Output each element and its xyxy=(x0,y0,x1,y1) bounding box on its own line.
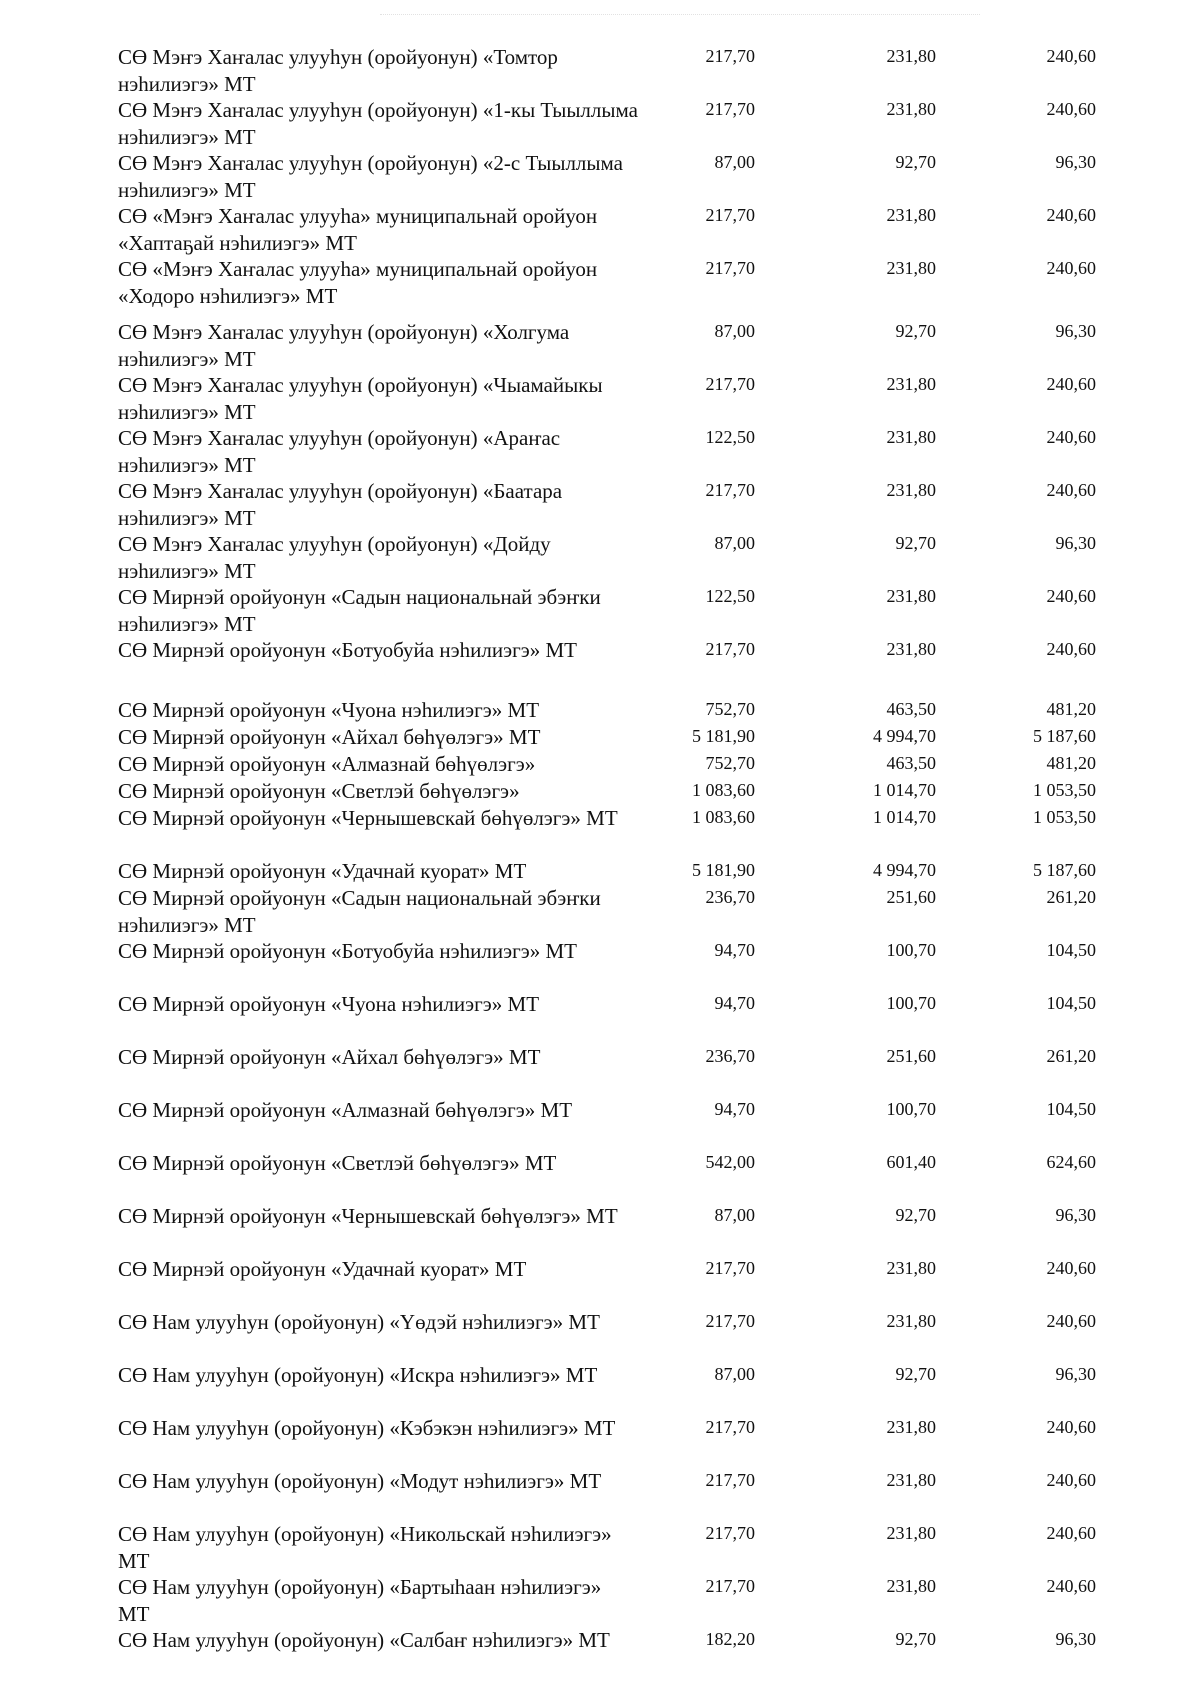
table-row xyxy=(0,1415,1200,1468)
row-value-3: 261,20 xyxy=(1046,1046,1096,1066)
row-name: СӨ Мэҥэ Хаҥалас улууһун (оройуонун) «2-с Тыыллыма нэһилиэгэ» МТ xyxy=(118,151,623,202)
row-value-3: 240,60 xyxy=(1046,205,1096,225)
row-name: СӨ «Мэҥэ Хаҥалас улууһа» муниципальнай оройуон «Хаптаҕай нэһилиэгэ» МТ xyxy=(118,204,598,255)
row-name: СӨ Мирнэй оройуонун «Светлэй бөһүөлэгэ» xyxy=(118,779,520,803)
row-value-2: 1 014,70 xyxy=(873,807,936,827)
row-value-3: 96,30 xyxy=(1055,152,1096,172)
table-row xyxy=(0,1097,1200,1150)
table-row xyxy=(0,858,1200,885)
row-name: СӨ Мирнэй оройуонун «Садын национальнай эбэҥки нэһилиэгэ» МТ xyxy=(118,886,601,937)
row-value-3: 240,60 xyxy=(1046,99,1096,119)
row-value-1: 217,70 xyxy=(705,205,755,225)
table-row xyxy=(0,44,1200,97)
row-value-2: 4 994,70 xyxy=(873,860,936,880)
table-row xyxy=(0,478,1200,531)
row-name: СӨ Мэҥэ Хаҥалас улууһун (оройуонун) «Баатара нэһилиэгэ» МТ xyxy=(118,479,563,530)
row-value-3: 240,60 xyxy=(1046,258,1096,278)
row-value-3: 96,30 xyxy=(1055,1205,1096,1225)
table-row xyxy=(0,637,1200,697)
row-name: СӨ Мэҥэ Хаҥалас улууһун (оройуонун) «1-кы Тыыллыма нэһилиэгэ» МТ xyxy=(118,98,638,149)
row-value-1: 217,70 xyxy=(705,1470,755,1490)
row-name: СӨ Мирнэй оройуонун «Айхал бөһүөлэгэ» МТ xyxy=(118,725,541,749)
row-name: СӨ Мирнэй оройуонун «Удачнай куорат» МТ xyxy=(118,859,527,883)
row-value-3: 96,30 xyxy=(1055,321,1096,341)
row-value-2: 251,60 xyxy=(886,887,936,907)
row-value-3: 624,60 xyxy=(1046,1152,1096,1172)
row-value-1: 5 181,90 xyxy=(692,860,755,880)
row-value-3: 261,20 xyxy=(1046,887,1096,907)
row-name: СӨ Нам улууһун (оройуонун) «Модут нэһилиэгэ» МТ xyxy=(118,1469,602,1493)
row-value-1: 182,20 xyxy=(705,1629,755,1649)
row-value-1: 217,70 xyxy=(705,1311,755,1331)
table-row xyxy=(0,584,1200,637)
table-row xyxy=(0,805,1200,858)
row-name: СӨ «Мэҥэ Хаҥалас улууһа» муниципальнай оройуон «Ходоро нэһилиэгэ» МТ xyxy=(118,257,598,308)
row-value-2: 231,80 xyxy=(886,1311,936,1331)
row-value-2: 231,80 xyxy=(886,374,936,394)
table-row xyxy=(0,778,1200,805)
row-value-1: 217,70 xyxy=(705,374,755,394)
row-name: СӨ Мэҥэ Хаҥалас улууһун (оройуонун) «Холгума нэһилиэгэ» МТ xyxy=(118,320,570,371)
row-value-2: 231,80 xyxy=(886,258,936,278)
row-value-3: 96,30 xyxy=(1055,1629,1096,1649)
row-value-3: 96,30 xyxy=(1055,1364,1096,1384)
row-value-1: 217,70 xyxy=(705,1258,755,1278)
row-name: СӨ Мирнэй оройуонун «Светлэй бөһүөлэгэ» МТ xyxy=(118,1151,557,1175)
row-value-2: 231,80 xyxy=(886,1523,936,1543)
table-body xyxy=(0,44,1200,1680)
row-value-2: 92,70 xyxy=(895,533,936,553)
table-row xyxy=(0,256,1200,319)
row-value-3: 5 187,60 xyxy=(1033,726,1096,746)
row-value-1: 122,50 xyxy=(705,586,755,606)
row-value-3: 240,60 xyxy=(1046,1523,1096,1543)
row-value-1: 217,70 xyxy=(705,1576,755,1596)
row-value-1: 752,70 xyxy=(705,753,755,773)
row-value-1: 94,70 xyxy=(714,1099,755,1119)
row-value-2: 231,80 xyxy=(886,205,936,225)
row-value-1: 217,70 xyxy=(705,1417,755,1437)
table-row xyxy=(0,885,1200,938)
row-value-1: 752,70 xyxy=(705,699,755,719)
table-row xyxy=(0,1627,1200,1680)
table-row xyxy=(0,1521,1200,1574)
table-row xyxy=(0,203,1200,256)
table-row xyxy=(0,531,1200,584)
row-value-1: 87,00 xyxy=(714,321,755,341)
row-value-1: 87,00 xyxy=(714,1205,755,1225)
row-name: СӨ Мирнэй оройуонун «Чуона нэһилиэгэ» МТ xyxy=(118,698,540,722)
row-value-1: 217,70 xyxy=(705,46,755,66)
table-row xyxy=(0,425,1200,478)
row-value-2: 100,70 xyxy=(886,993,936,1013)
row-name: СӨ Мирнэй оройуонун «Айхал бөһүөлэгэ» МТ xyxy=(118,1045,541,1069)
row-value-3: 5 187,60 xyxy=(1033,860,1096,880)
row-name: СӨ Мирнэй оройуонун «Удачнай куорат» МТ xyxy=(118,1257,527,1281)
scan-artifact xyxy=(380,14,980,21)
row-value-1: 217,70 xyxy=(705,99,755,119)
row-value-3: 1 053,50 xyxy=(1033,780,1096,800)
row-value-2: 231,80 xyxy=(886,1417,936,1437)
row-value-2: 92,70 xyxy=(895,1364,936,1384)
row-name: СӨ Мэҥэ Хаҥалас улууһун (оройуонун) «Дойду нэһилиэгэ» МТ xyxy=(118,532,551,583)
table-row xyxy=(0,1150,1200,1203)
row-name: СӨ Нам улууһун (оройуонун) «Салбаҥ нэһилиэгэ» МТ xyxy=(118,1628,610,1652)
row-name: СӨ Мирнэй оройуонун «Чернышевскай бөһүөлэгэ» МТ xyxy=(118,806,618,830)
row-name: СӨ Нам улууһун (оройуонун) «Кэбэкэн нэһилиэгэ» МТ xyxy=(118,1416,616,1440)
row-value-2: 92,70 xyxy=(895,152,936,172)
table-row xyxy=(0,1203,1200,1256)
row-value-3: 1 053,50 xyxy=(1033,807,1096,827)
table-row xyxy=(0,751,1200,778)
row-value-2: 231,80 xyxy=(886,427,936,447)
row-name: СӨ Нам улууһун (оройуонун) «Никольскай нэһилиэгэ» МТ xyxy=(118,1522,612,1573)
table-row xyxy=(0,1468,1200,1521)
row-name: СӨ Мирнэй оройуонун «Чуона нэһилиэгэ» МТ xyxy=(118,992,540,1016)
row-value-1: 1 083,60 xyxy=(692,807,755,827)
row-value-2: 231,80 xyxy=(886,480,936,500)
table-row xyxy=(0,319,1200,372)
row-value-3: 104,50 xyxy=(1046,993,1096,1013)
table-row xyxy=(0,1362,1200,1415)
row-value-3: 240,60 xyxy=(1046,639,1096,659)
row-value-2: 4 994,70 xyxy=(873,726,936,746)
row-name: СӨ Мэҥэ Хаҥалас улууһун (оройуонун) «Томтор нэһилиэгэ» МТ xyxy=(118,45,558,96)
row-value-3: 481,20 xyxy=(1046,753,1096,773)
row-value-2: 231,80 xyxy=(886,586,936,606)
row-value-3: 240,60 xyxy=(1046,1258,1096,1278)
row-value-2: 463,50 xyxy=(886,699,936,719)
row-value-2: 100,70 xyxy=(886,1099,936,1119)
table-row xyxy=(0,697,1200,724)
row-value-3: 240,60 xyxy=(1046,1417,1096,1437)
row-value-3: 104,50 xyxy=(1046,1099,1096,1119)
row-value-1: 87,00 xyxy=(714,1364,755,1384)
row-value-2: 92,70 xyxy=(895,321,936,341)
row-value-3: 104,50 xyxy=(1046,940,1096,960)
table-row xyxy=(0,1309,1200,1362)
row-value-1: 94,70 xyxy=(714,940,755,960)
row-value-3: 240,60 xyxy=(1046,1576,1096,1596)
row-value-1: 5 181,90 xyxy=(692,726,755,746)
row-value-3: 240,60 xyxy=(1046,586,1096,606)
row-name: СӨ Мэҥэ Хаҥалас улууһун (оройуонун) «Чыамайыкы нэһилиэгэ» МТ xyxy=(118,373,603,424)
row-name: СӨ Нам улууһун (оройуонун) «Искра нэһилиэгэ» МТ xyxy=(118,1363,598,1387)
row-name: СӨ Мирнэй оройуонун «Алмазнай бөһүөлэгэ» xyxy=(118,752,536,776)
row-name: СӨ Мирнэй оройуонун «Чернышевскай бөһүөлэгэ» МТ xyxy=(118,1204,618,1228)
row-value-2: 231,80 xyxy=(886,1470,936,1490)
row-value-2: 463,50 xyxy=(886,753,936,773)
row-value-2: 231,80 xyxy=(886,1576,936,1596)
row-value-2: 231,80 xyxy=(886,639,936,659)
row-value-1: 217,70 xyxy=(705,480,755,500)
row-name: СӨ Мэҥэ Хаҥалас улууһун (оройуонун) «Араҥас нэһилиэгэ» МТ xyxy=(118,426,561,477)
row-name: СӨ Мирнэй оройуонун «Садын национальнай эбэҥки нэһилиэгэ» МТ xyxy=(118,585,601,636)
row-value-1: 217,70 xyxy=(705,258,755,278)
table-row xyxy=(0,1574,1200,1627)
table-row xyxy=(0,372,1200,425)
row-value-3: 481,20 xyxy=(1046,699,1096,719)
row-value-1: 236,70 xyxy=(705,887,755,907)
row-value-2: 1 014,70 xyxy=(873,780,936,800)
table-row xyxy=(0,1044,1200,1097)
row-name: СӨ Нам улууһун (оройуонун) «Үөдэй нэһилиэгэ» МТ xyxy=(118,1310,600,1334)
row-value-1: 236,70 xyxy=(705,1046,755,1066)
table-row xyxy=(0,938,1200,991)
row-value-2: 92,70 xyxy=(895,1205,936,1225)
row-value-1: 87,00 xyxy=(714,533,755,553)
row-value-2: 100,70 xyxy=(886,940,936,960)
row-value-1: 217,70 xyxy=(705,1523,755,1543)
row-value-3: 240,60 xyxy=(1046,46,1096,66)
row-value-1: 94,70 xyxy=(714,993,755,1013)
row-value-2: 92,70 xyxy=(895,1629,936,1649)
row-value-3: 240,60 xyxy=(1046,1470,1096,1490)
row-value-3: 240,60 xyxy=(1046,480,1096,500)
row-value-1: 217,70 xyxy=(705,639,755,659)
row-value-3: 240,60 xyxy=(1046,374,1096,394)
row-value-3: 96,30 xyxy=(1055,533,1096,553)
row-value-2: 231,80 xyxy=(886,99,936,119)
row-name: СӨ Мирнэй оройуонун «Алмазнай бөһүөлэгэ» МТ xyxy=(118,1098,573,1122)
table-row xyxy=(0,150,1200,203)
row-value-3: 240,60 xyxy=(1046,427,1096,447)
row-name: СӨ Мирнэй оройуонун «Ботуобуйа нэһилиэгэ» МТ xyxy=(118,939,577,963)
row-value-1: 542,00 xyxy=(705,1152,755,1172)
row-name: СӨ Мирнэй оройуонун «Ботуобуйа нэһилиэгэ» МТ xyxy=(118,638,577,662)
row-value-2: 231,80 xyxy=(886,1258,936,1278)
table-row xyxy=(0,97,1200,150)
row-value-1: 87,00 xyxy=(714,152,755,172)
row-value-1: 1 083,60 xyxy=(692,780,755,800)
table-row xyxy=(0,991,1200,1044)
row-value-2: 231,80 xyxy=(886,46,936,66)
row-name: СӨ Нам улууһун (оройуонун) «Бартыһаан нэһилиэгэ» МТ xyxy=(118,1575,602,1626)
row-value-3: 240,60 xyxy=(1046,1311,1096,1331)
table-row xyxy=(0,1256,1200,1309)
row-value-1: 122,50 xyxy=(705,427,755,447)
row-value-2: 601,40 xyxy=(886,1152,936,1172)
row-value-2: 251,60 xyxy=(886,1046,936,1066)
table-row xyxy=(0,724,1200,751)
